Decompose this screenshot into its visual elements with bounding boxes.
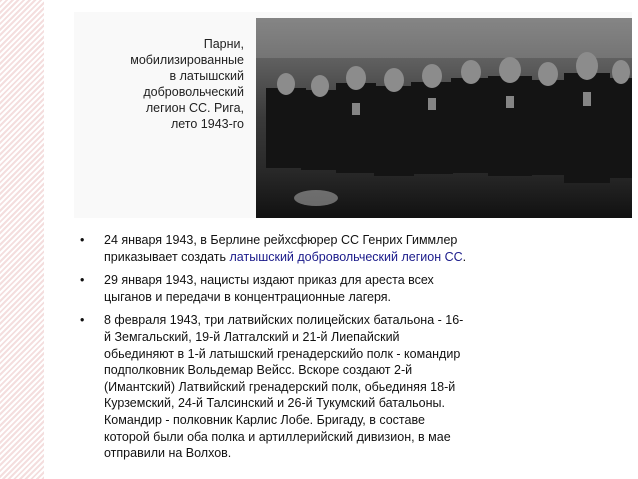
bullet-text-line: отправили на Волхов. [104, 446, 232, 461]
caption-line: в латышский [169, 69, 244, 83]
bullet-text-line: Командир - полковник Карлис Лобе. Бригаду, в составе [104, 412, 425, 427]
bullet-text-line: (Имантский) Латвийский гренадерский полк, обьединяя 18-й [104, 379, 456, 394]
bullet-icon: • [80, 233, 85, 247]
bullet-text-line [104, 249, 600, 266]
bullet-text-line: обьединяют в 1-й латышский гренадерскийо полк - командир [104, 346, 461, 361]
historical-photo [256, 18, 632, 218]
caption-line: лето 1943-го [170, 117, 244, 131]
bullet-text-line: цыганов и передачи в концентрационные лагеря. [104, 289, 392, 304]
bullet-text-segment: приказывает создать [104, 249, 230, 264]
decorative-stripe-band [0, 0, 44, 479]
bullet-text-line: 29 января 1943, нацисты издают приказ для ареста всех [104, 273, 434, 288]
bullet-text-line: Курземский, 24-й Талсинский и 26-й Тукумский батальоны. [104, 396, 445, 411]
bullet-icon: • [80, 273, 85, 288]
list-item [80, 272, 600, 305]
caption-line: мобилизированные [130, 53, 244, 67]
bullet-text-line: й Земгальский, 19-й Латгалский и 21-й Лиепайский [104, 329, 400, 344]
bullet-icon: • [80, 313, 85, 328]
list-item [80, 232, 600, 265]
caption-line: добровольческий [143, 85, 244, 99]
bullet-text-line: 8 февраля 1943, три латвийских полицейских батальона - 16- [104, 313, 464, 328]
bullet-text-line: 24 января 1943, в Берлине рейхсфюрер СС Генрих Гиммлер [104, 233, 458, 247]
bullet-text-line: которой были оба полка и артиллерийский дивизион, в мае [104, 429, 451, 444]
bullet-text-line: подполковник Вольдемар Вейсс. Вскоре создают 2-й [104, 363, 413, 378]
bullet-text-segment: . [462, 249, 467, 264]
photo-caption [96, 36, 244, 132]
list-item [80, 312, 600, 461]
caption-line: Парни, [203, 37, 244, 51]
caption-line: легион СС. Рига, [145, 101, 244, 115]
bullet-list [80, 232, 600, 469]
legion-link[interactable]: латышский добровольческий легион СС [229, 249, 463, 264]
photo-icon [256, 18, 632, 218]
